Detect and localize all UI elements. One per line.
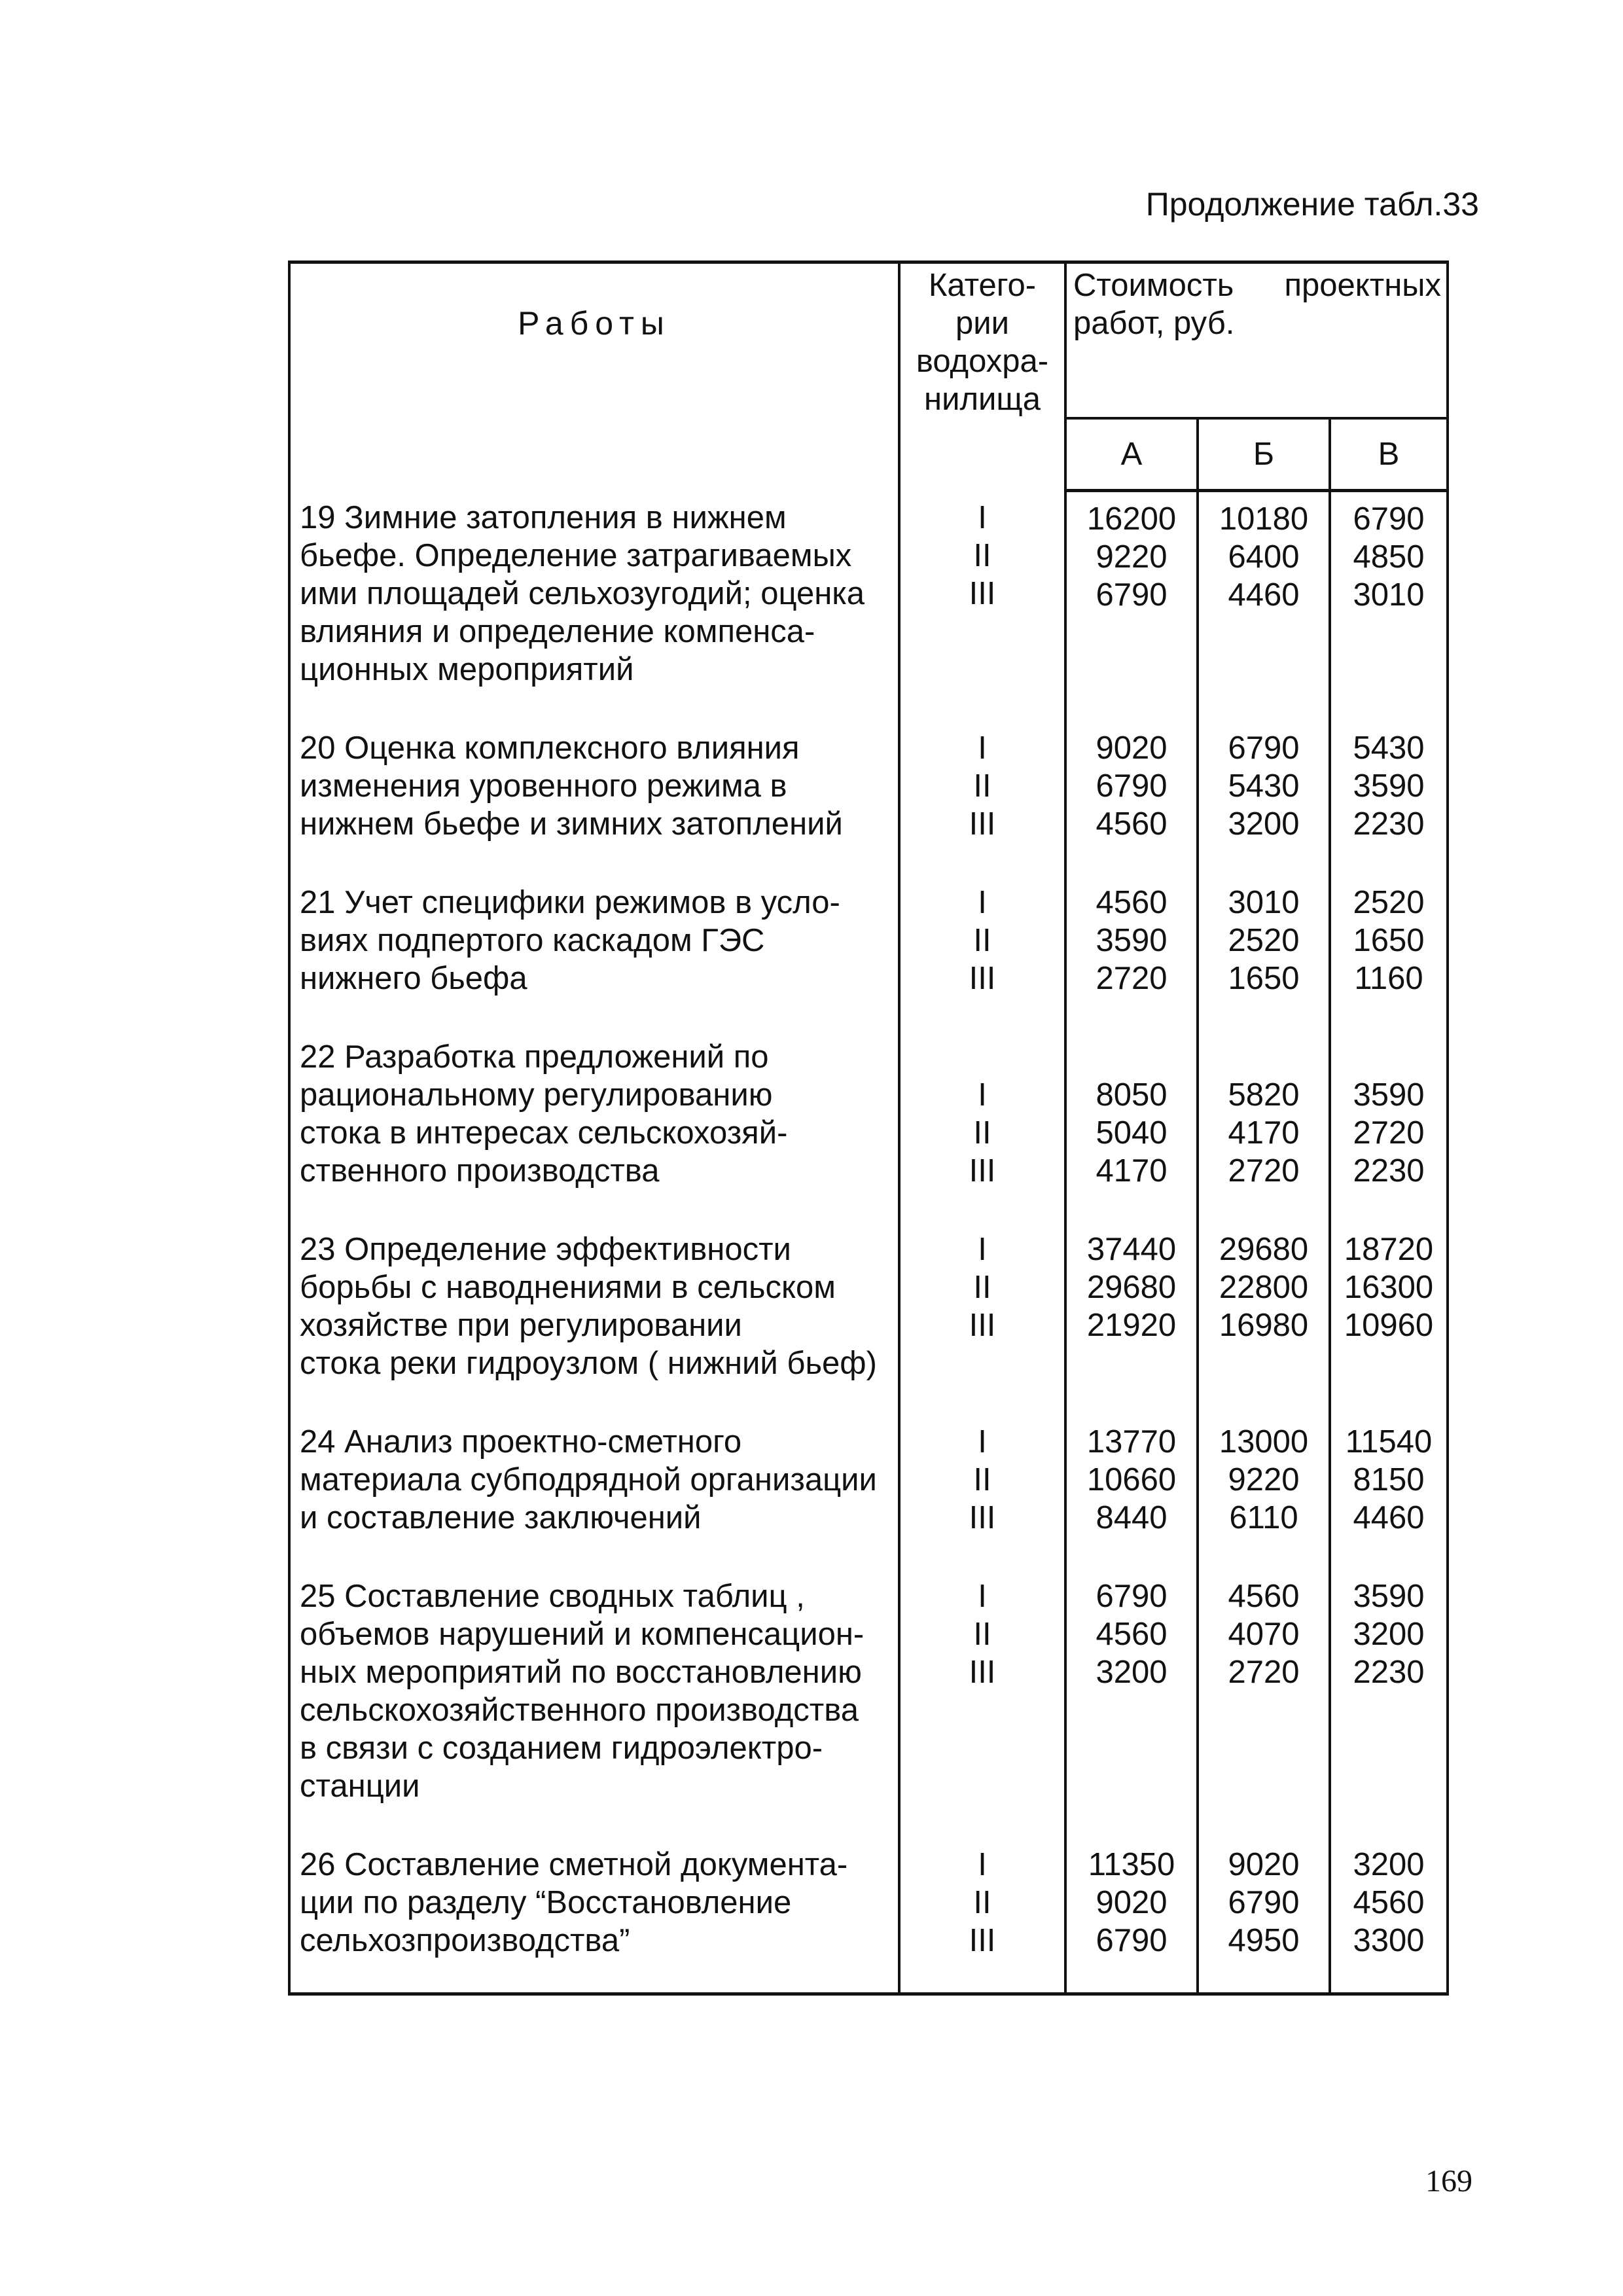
category-cell: I II III <box>899 1838 1065 1994</box>
category-cell: I II III <box>899 876 1065 1030</box>
cost-v-cell: 18720 16300 10960 <box>1330 1223 1448 1415</box>
category-cell: I II III <box>899 491 1065 721</box>
header-works: Работы <box>289 262 899 491</box>
cost-a-cell: 8050 5040 4170 <box>1065 1030 1198 1223</box>
work-description: 24 Анализ проектно-сметного материала субподрядной организации и составление заключений <box>289 1415 899 1570</box>
work-description: 19 Зимние затопления в нижнем бьефе. Определение затрагиваемых ими площадей сельхозугодий; оценка влияния и определение компенса- ционных мероприятий <box>289 491 899 721</box>
table-row <box>289 1570 1448 1838</box>
cost-v-cell: 5430 3590 2230 <box>1330 721 1448 876</box>
page-number: 169 <box>1425 2164 1472 2198</box>
cost-v-cell: 3590 3200 2230 <box>1330 1570 1448 1838</box>
header-col-a: А <box>1065 418 1198 491</box>
cost-b-cell: 6790 5430 3200 <box>1198 721 1330 876</box>
cost-b-cell: 9020 6790 4950 <box>1198 1838 1330 1994</box>
category-cell: I II III <box>899 1030 1065 1223</box>
table-row <box>289 876 1448 1030</box>
header-category: Катего- рии водохра- нилища <box>899 262 1065 491</box>
cost-b-cell: 13000 9220 6110 <box>1198 1415 1330 1570</box>
work-description: 21 Учет специфики режимов в усло- виях подпертого каскадом ГЭС нижнего бьефа <box>289 876 899 1030</box>
cost-a-cell: 11350 9020 6790 <box>1065 1838 1198 1994</box>
cost-b-cell: 29680 22800 16980 <box>1198 1223 1330 1415</box>
work-description: 23 Определение эффективности борьбы с наводнениями в сельском хозяйстве при регулировании стока реки гидроузлом ( нижний бьеф) <box>289 1223 899 1415</box>
cost-v-cell: 3590 2720 2230 <box>1330 1030 1448 1223</box>
table-row <box>289 1030 1448 1223</box>
cost-a-cell: 37440 29680 21920 <box>1065 1223 1198 1415</box>
table-row <box>289 1415 1448 1570</box>
cost-a-cell: 13770 10660 8440 <box>1065 1415 1198 1570</box>
category-cell: I II III <box>899 1223 1065 1415</box>
header-col-v: В <box>1330 418 1448 491</box>
table-row <box>289 1223 1448 1415</box>
cost-v-cell: 6790 4850 3010 <box>1330 491 1448 721</box>
cost-b-cell: 4560 4070 2720 <box>1198 1570 1330 1838</box>
work-description: 26 Составление сметной документа- ции по разделу “Восстановление сельхозпроизводства” <box>289 1838 899 1994</box>
category-cell: I II III <box>899 1570 1065 1838</box>
work-description: 22 Разработка предложений по рациональному регулированию стока в интересах сельскохозяй- ственного производства <box>289 1030 899 1223</box>
cost-a-cell: 6790 4560 3200 <box>1065 1570 1198 1838</box>
cost-v-cell: 2520 1650 1160 <box>1330 876 1448 1030</box>
category-cell: I II III <box>899 721 1065 876</box>
work-description: 20 Оценка комплексного влияния изменения уровенного режима в нижнем бьефе и зимних затоплений <box>289 721 899 876</box>
header-col-b: Б <box>1198 418 1330 491</box>
work-description: 25 Составление сводных таблиц , объемов нарушений и компенсацион- ных мероприятий по восстановлению сельскохозяйственного производства в связи с созданием гидроэлектро- станции <box>289 1570 899 1838</box>
table-row <box>289 491 1448 721</box>
cost-a-cell: 9020 6790 4560 <box>1065 721 1198 876</box>
cost-a-cell: 16200 9220 6790 <box>1065 491 1198 721</box>
cost-b-cell: 5820 4170 2720 <box>1198 1030 1330 1223</box>
cost-table <box>288 260 1449 1996</box>
category-cell: I II III <box>899 1415 1065 1570</box>
cost-b-cell: 10180 6400 4460 <box>1198 491 1330 721</box>
header-cost: Стоимость проектных работ, руб. <box>1065 262 1448 419</box>
table-row <box>289 1838 1448 1994</box>
table-row <box>289 721 1448 876</box>
cost-a-cell: 4560 3590 2720 <box>1065 876 1198 1030</box>
table-caption: Продолжение табл.33 <box>1145 186 1479 223</box>
cost-b-cell: 3010 2520 1650 <box>1198 876 1330 1030</box>
cost-v-cell: 11540 8150 4460 <box>1330 1415 1448 1570</box>
cost-v-cell: 3200 4560 3300 <box>1330 1838 1448 1994</box>
